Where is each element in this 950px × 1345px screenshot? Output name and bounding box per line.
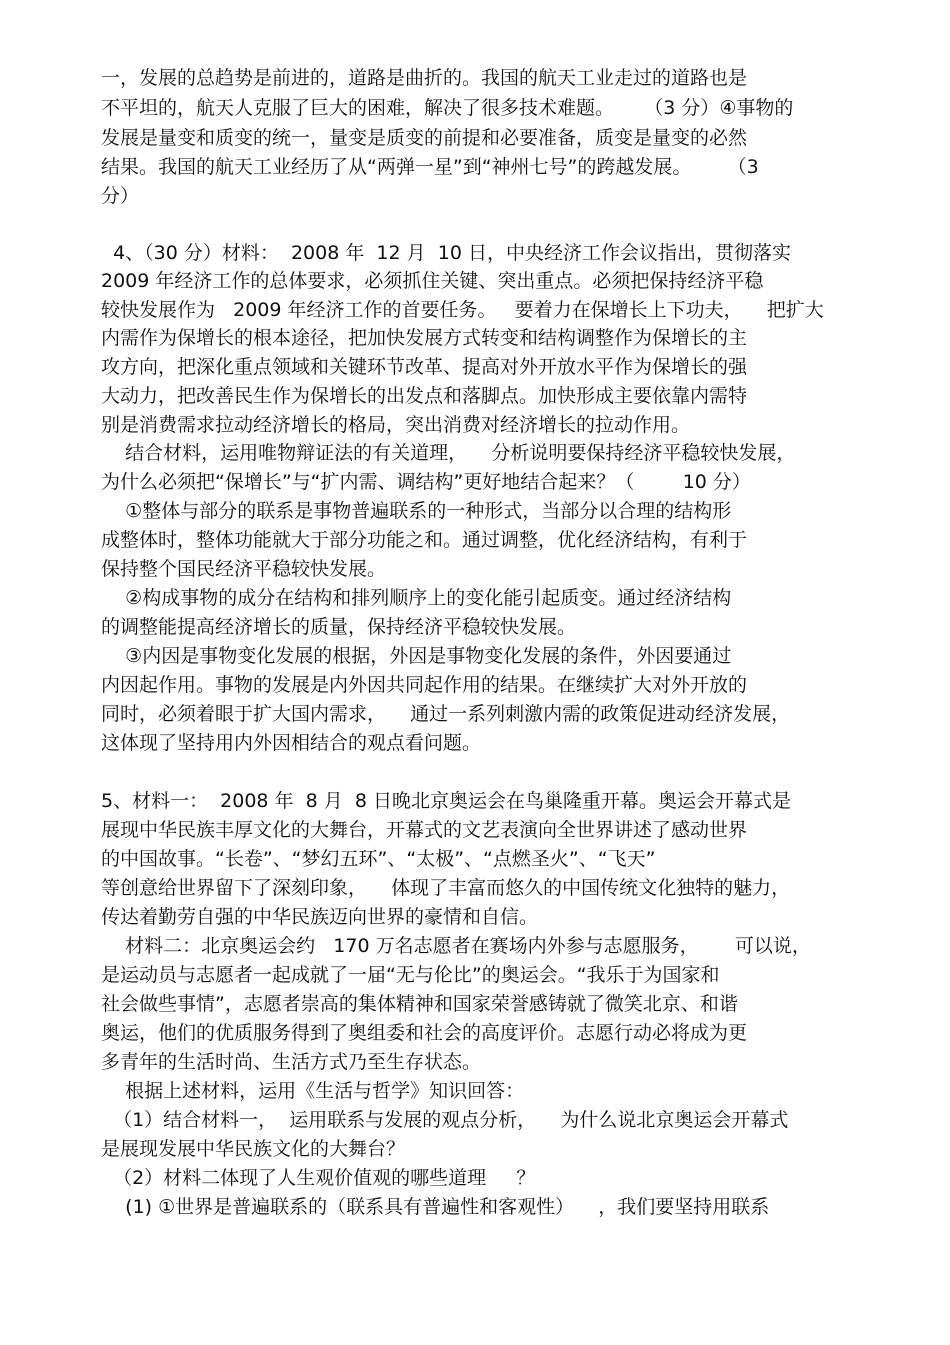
text-line: 内因起作用。事物的发展是内外因共同起作用的结果。在继续扩大对外开放的 [101, 674, 748, 696]
text-line: 的调整能提高经济增长的质量，保持经济平稳较快发展。 [101, 616, 577, 638]
text-line: ③内因是事物变化发展的根据，外因是事物变化发展的条件，外因要通过 [101, 645, 732, 667]
text-line: （2）材料二体现了人生观价值观的哪些道理 ？ [101, 1167, 536, 1189]
text-line: 是运动员与志愿者一起成就了一届“无与伦比”的奥运会。“我乐于为国家和 [101, 964, 720, 986]
text-line: 的中国故事。“长卷”、“梦幻五环”、“太极”、“点燃圣火”、“飞天” [101, 848, 656, 870]
text-line: 结合材料，运用唯物辩证法的有关道理， 分析说明要保持经济平稳较快发展， [101, 442, 796, 464]
text-line: 分） [101, 185, 140, 207]
text-line: 发展是量变和质变的统一，量变是质变的前提和必要准备，质变是量变的必然 [101, 127, 748, 149]
text-line: 5、材料一： 2008 年 8 月 8 日晚北京奥运会在鸟巢隆重开幕。奥运会开幕式是 [101, 790, 791, 812]
text-line: 一，发展的总趋势是前进的，道路是曲折的。我国的航天工业走过的道路也是 [101, 67, 748, 89]
text-line: ①整体与部分的联系是事物普遍联系的一种形式，当部分以合理的结构形 [101, 500, 732, 522]
text-line: 不平坦的，航天人克服了巨大的困难，解决了很多技术难题。 （3 分）④事物的 [101, 97, 794, 119]
text-line: 攻方向，把深化重点领域和关键环节改革、提高对外开放水平作为保增长的强 [101, 356, 748, 378]
text-line: 根据上述材料，运用《生活与哲学》知识回答： [101, 1080, 525, 1102]
text-line: 成整体时，整体功能就大于部分功能之和。通过调整，优化经济结构，有利于 [101, 529, 748, 551]
text-line: 同时，必须着眼于扩大国内需求， 通过一系列刺激内需的政策促进动经济发展， [101, 703, 791, 725]
text-line: 较快发展作为 2009 年经济工作的首要任务。 要着力在保增长上下功夫， 把扩大 [101, 299, 824, 321]
text-line: (1) ①世界是普遍联系的（联系具有普遍性和客观性） ，我们要坚持用联系 [101, 1196, 770, 1218]
text-line: 结果。我国的航天工业经历了从“两弹一星”到“神州七号”的跨越发展。 （3 [101, 156, 759, 178]
text-line: 内需作为保增长的根本途径，把加快发展方式转变和结构调整作为保增长的主 [101, 327, 748, 349]
text-line: 社会做些事情”，志愿者崇高的集体精神和国家荣誉感铸就了微笑北京、和谐 [101, 993, 738, 1015]
text-line: 传达着勤劳自强的中华民族迈向世界的豪情和自信。 [101, 906, 539, 928]
text-line: 展现中华民族丰厚文化的大舞台，开幕式的文艺表演向全世界讲述了感动世界 [101, 819, 748, 841]
text-line: 是展现发展中华民族文化的大舞台？ [101, 1138, 406, 1160]
text-line: （1）结合材料一， 运用联系与发展的观点分析， 为什么说北京奥运会开幕式 [101, 1109, 789, 1131]
text-line: 4、（30 分）材料： 2008 年 12 月 10 日，中央经济工作会议指出，贯彻落实 [101, 242, 791, 264]
text-line: 为什么必须把“保增长”与“扩内需、调结构”更好地结合起来？（ 10 分） [101, 471, 751, 493]
text-line: 奥运，他们的优质服务得到了奥组委和社会的高度评价。志愿行动必将成为更 [101, 1022, 748, 1044]
text-line: 2009 年经济工作的总体要求，必须抓住关键、突出重点。必须把保持经济平稳 [101, 270, 764, 292]
text-line: 大动力，把改善民生作为保增长的出发点和落脚点。加快形成主要依靠内需特 [101, 385, 748, 407]
text-line: 多青年的生活时尚、生活方式乃至生存状态。 [101, 1051, 482, 1073]
text-line: 等创意给世界留下了深刻印象， 体现了丰富而悠久的中国传统文化独特的魅力， [101, 877, 791, 899]
text-line: ②构成事物的成分在结构和排列顺序上的变化能引起质变。通过经济结构 [101, 587, 732, 609]
text-line: 保持整个国民经济平稳较快发展。 [101, 558, 387, 580]
text-line: 材料二：北京奥运会约 170 万名志愿者在赛场内外参与志愿服务， 可以说， [101, 935, 811, 957]
text-line: 别是消费需求拉动经济增长的格局，突出消费对经济增长的拉动作用。 [101, 414, 691, 436]
text-line: 这体现了坚持用内外因相结合的观点看问题。 [101, 732, 482, 754]
